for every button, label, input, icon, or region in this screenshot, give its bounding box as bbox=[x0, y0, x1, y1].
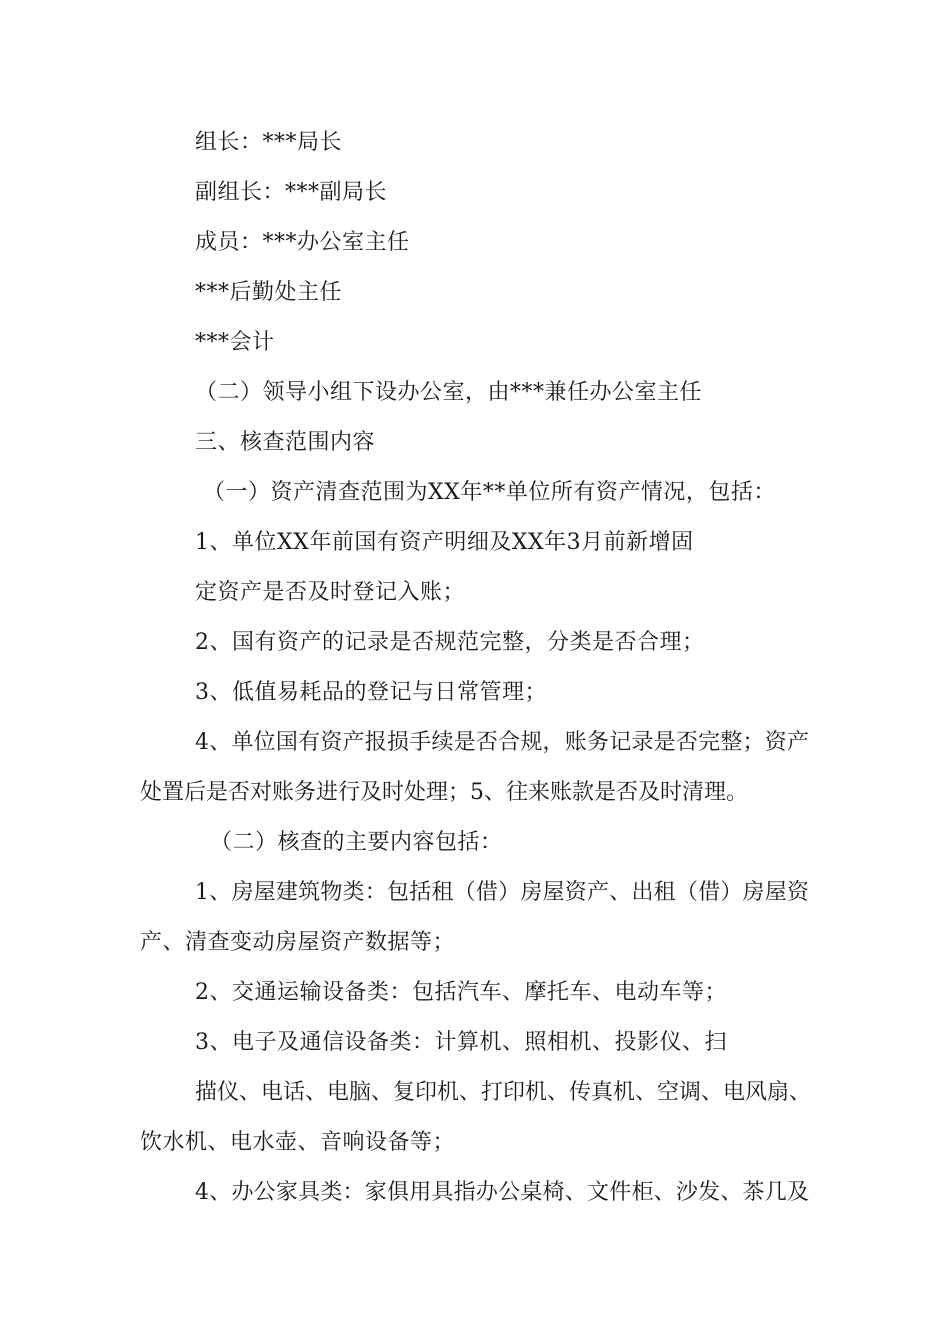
text-line: 1、单位XX年前国有资产明细及XX年3月前新增固 bbox=[195, 530, 694, 555]
text-line: ***会计 bbox=[195, 330, 275, 355]
text-line: （二）核查的主要内容包括： bbox=[210, 830, 503, 855]
text-line: ***后勤处主任 bbox=[195, 280, 343, 305]
text-line: 产、清查变动房屋资产数据等； bbox=[140, 930, 456, 955]
text-line: 3、低值易耗品的登记与日常管理； bbox=[195, 680, 547, 705]
text-line: 成员：***办公室主任 bbox=[195, 230, 410, 255]
text-line: （一）资产清查范围为XX年**单位所有资产情况，包括： bbox=[203, 480, 776, 505]
text-line: 定资产是否及时登记入账； bbox=[195, 580, 466, 605]
text-line: 1、房屋建筑物类：包括租（借）房屋资产、出租（借）房屋资 bbox=[195, 880, 809, 905]
text-line: 3、电子及通信设备类：计算机、照相机、投影仪、扫 bbox=[195, 1030, 727, 1055]
text-line: 处置后是否对账务进行及时处理；5、往来账款是否及时清理。 bbox=[140, 780, 748, 805]
text-line: 副组长：***副局长 bbox=[195, 180, 388, 205]
text-line: 2、国有资产的记录是否规范完整，分类是否合理； bbox=[195, 630, 705, 655]
text-line: 组长：***局长 bbox=[195, 130, 343, 155]
text-line: 描仪、电话、电脑、复印机、打印机、传真机、空调、电风扇、 bbox=[195, 1080, 812, 1105]
section-heading: 三、核查范围内容 bbox=[195, 430, 376, 455]
text-line: 4、单位国有资产报损手续是否合规，账务记录是否完整；资产 bbox=[195, 730, 809, 755]
text-line: 2、交通运输设备类：包括汽车、摩托车、电动车等； bbox=[195, 980, 727, 1005]
text-line: （二）领导小组下设办公室，由***兼任办公室主任 bbox=[195, 380, 703, 405]
text-line: 饮水机、电水壶、音响设备等； bbox=[140, 1130, 456, 1155]
text-line: 4、办公家具类：家俱用具指办公桌椅、文件柜、沙发、茶几及 bbox=[195, 1180, 809, 1205]
